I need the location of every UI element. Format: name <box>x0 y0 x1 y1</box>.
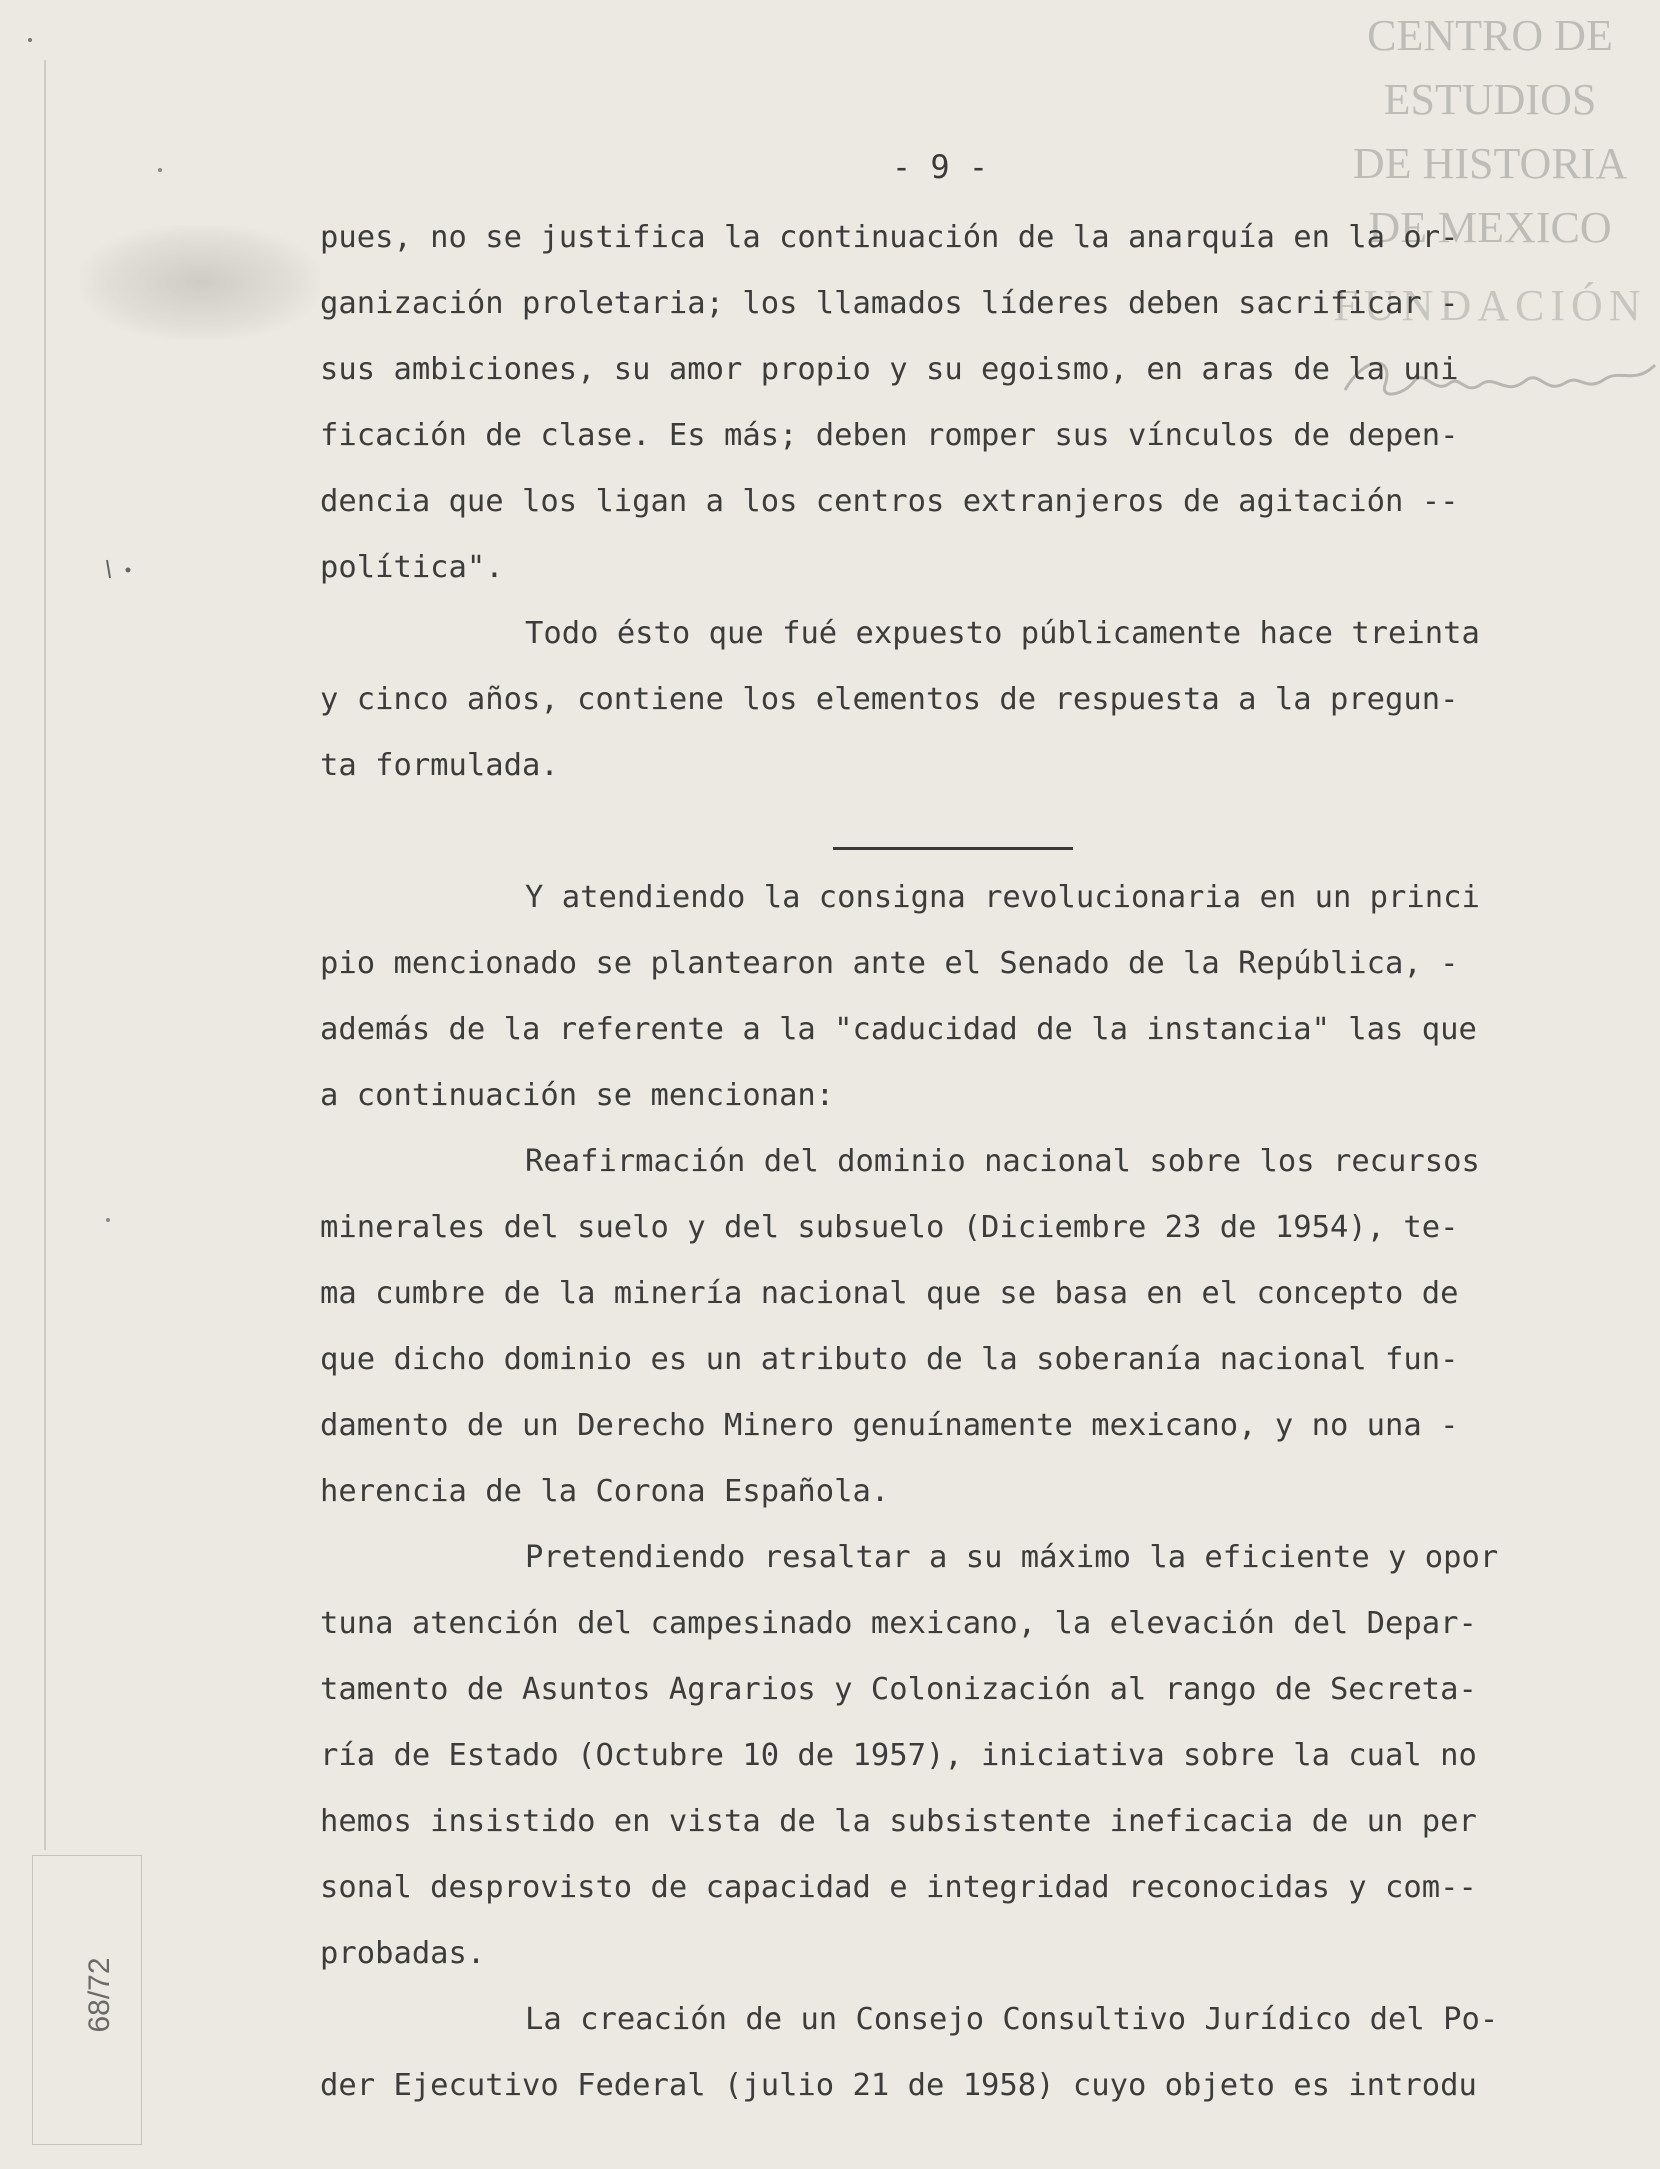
section-separator <box>833 847 1073 850</box>
text-line: tuna atención del campesinado mexicano, la elevación del Depar- <box>320 1606 1477 1641</box>
text-line: ganización proletaria; los llamados líderes deben sacrificar - <box>320 286 1459 321</box>
text-line: tamento de Asuntos Agrarios y Colonización al rango de Secreta- <box>320 1672 1477 1707</box>
paper-smudge <box>80 225 320 340</box>
watermark-line-2: ESTUDIOS <box>1383 75 1597 124</box>
paragraph-start-line: Y atendiendo la consigna revolucionaria en un princi <box>525 880 1480 915</box>
text-line: sonal desprovisto de capacidad e integridad reconocidas y com-- <box>320 1870 1477 1905</box>
paragraph-start-line: Pretendiendo resaltar a su máximo la eficiente y opor <box>525 1540 1499 1575</box>
document-body <box>320 205 1600 2119</box>
paragraph-start-line: Reafirmación del dominio nacional sobre los recursos <box>525 1144 1480 1179</box>
watermark-line-3: DE HISTORIA <box>1352 139 1628 188</box>
text-line: der Ejecutivo Federal (julio 21 de 1958) cuyo objeto es introdu <box>320 2068 1477 2103</box>
text-line: política". <box>320 550 504 585</box>
text-line: ma cumbre de la minería nacional que se basa en el concepto de <box>320 1276 1459 1311</box>
text-line: ta formulada. <box>320 748 559 783</box>
text-line: minerales del suelo y del subsuelo (Diciembre 23 de 1954), te- <box>320 1210 1459 1245</box>
watermark-line-5: FUNDACIÓN <box>1333 281 1647 330</box>
text-line: herencia de la Corona Española. <box>320 1474 890 1509</box>
text-line: dencia que los ligan a los centros extranjeros de agitación -- <box>320 484 1459 519</box>
text-line: pues, no se justifica la continuación de la anarquía en la or- <box>320 220 1459 255</box>
page-number: - 9 - <box>891 148 989 186</box>
paragraph-start-line: La creación de un Consejo Consultivo Jurídico del Po- <box>525 2002 1499 2037</box>
archive-code: 68/72 <box>83 1957 116 2033</box>
watermark-line-1: CENTRO DE <box>1367 11 1613 60</box>
blank-line <box>320 799 1600 865</box>
watermark-line-4: DE MEXICO <box>1368 203 1612 252</box>
text-line: ría de Estado (Octubre 10 de 1957), iniciativa sobre la cual no <box>320 1738 1477 1773</box>
text-line: a continuación se mencionan: <box>320 1078 835 1113</box>
text-line: además de la referente a la "caducidad de la instancia" las que <box>320 1012 1477 1047</box>
text-line: hemos insistido en vista de la subsistente ineficacia de un per <box>320 1804 1477 1839</box>
text-line: ficación de clase. Es más; deben romper sus vínculos de depen- <box>320 418 1459 453</box>
text-line: probadas. <box>320 1936 486 1971</box>
paragraph-start-line: Todo ésto que fué expuesto públicamente hace treinta <box>525 616 1480 651</box>
text-line: sus ambiciones, su amor propio y su egoismo, en aras de la uni <box>320 352 1459 387</box>
text-line: y cinco años, contiene los elementos de respuesta a la pregun- <box>320 682 1459 717</box>
text-line: que dicho dominio es un atributo de la soberanía nacional fun- <box>320 1342 1459 1377</box>
text-line: damento de un Derecho Minero genuínamente mexicano, y no una - <box>320 1408 1459 1443</box>
text-line: pio mencionado se plantearon ante el Senado de la República, - <box>320 946 1459 981</box>
